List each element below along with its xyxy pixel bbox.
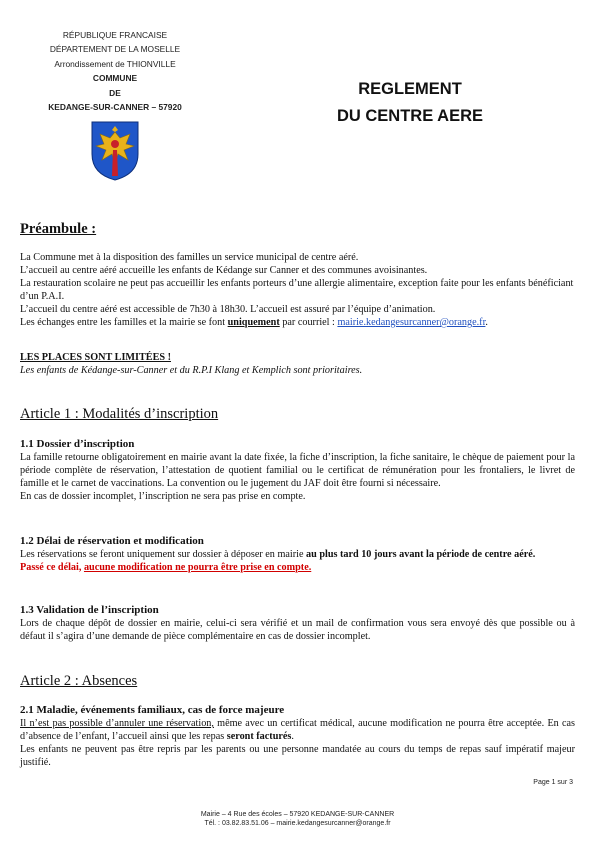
letterhead-arrondissement: Arrondissement de THIONVILLE (54, 58, 176, 69)
letterhead-commune: COMMUNE (92, 73, 138, 84)
section-1-2-p1 (20, 548, 575, 561)
letterhead-town: KEDANGE-SUR-CANNER – 57920 (48, 102, 182, 113)
heading-preambule: Préambule : (20, 221, 97, 237)
preambule-p5-text-a: Les échanges entre les familles et la mairie se font (20, 317, 228, 328)
section-1-2-warning (20, 561, 575, 574)
coat-of-arms-icon (90, 120, 140, 182)
footer (0, 810, 595, 828)
preambule-p3: La restauration scolaire ne peut pas accueillir les enfants porteurs d’une allergie alimentaire, exception faite pour les enfants bénéficiant d’un P.A.I. (20, 278, 574, 302)
document-title-line2: DU CENTRE AERE (336, 107, 484, 125)
places-limitees: LES PLACES SONT LIMITÉES ! (20, 352, 171, 363)
section-1-1-body (20, 451, 575, 503)
section-1-1-title: 1.1 Dossier d’inscription (20, 438, 135, 450)
section-2-1-p1 (20, 717, 575, 743)
preambule-p4: L’accueil du centre aéré est accessible de 7h30 à 18h30. L’accueil est assuré par l’équipe d’animation. (20, 304, 436, 315)
section-1-2-title: 1.2 Délai de réservation et modification (20, 535, 204, 547)
footer-contact: Tél. : 03.82.83.51.06 – mairie.kedangesurcanner@orange.fr (204, 820, 391, 827)
preambule-body (20, 251, 575, 329)
document-title-line1: REGLEMENT (358, 80, 462, 98)
preambule-p5-uniquement: uniquement (227, 317, 280, 328)
heading-article-2: Article 2 : Absences (20, 673, 138, 689)
section-1-3-p1: Lors de chaque dépôt de dossier en mairie, celui-ci sera vérifié et un mail de confirmation vous sera envoyé dès que possible ou à défaut il s’agira d’une demande de pièce complémentaire en cas de dossier incomplet. (20, 618, 575, 642)
section-1-2-deadline: au plus tard 10 jours avant la période de centre aéré. (306, 549, 536, 560)
section-1-1-p2: En cas de dossier incomplet, l’inscription ne sera pas prise en compte. (20, 491, 306, 502)
section-1-3-body (20, 617, 575, 643)
preambule-p1: La Commune met à la disposition des familles un service municipal de centre aéré. (20, 252, 359, 263)
section-2-1-factures: seront facturés (226, 731, 292, 742)
section-1-1-p1: La famille retourne obligatoirement en mairie avant la date fixée, la fiche d’inscription, la fiche sanitaire, le chèque de paiement pour la période complète de réservation, l’attestation de quotient familial ou le certificat de rémunération pour les frontaliers, le livret de famille et le carnet de vaccinations. La convention ou le jugement du JAF doit être fourni si nécessaire. (20, 452, 575, 489)
section-1-2-warning-b: aucune modification ne pourra être prise en compte. (83, 562, 312, 573)
mairie-email-link[interactable]: mairie.kedangesurcanner@orange.fr (337, 317, 486, 328)
section-1-2-body (20, 548, 575, 574)
section-1-2-warning-a: Passé ce délai, (20, 562, 84, 573)
letterhead-de: DE (109, 87, 121, 98)
section-2-1-title: 2.1 Maladie, événements familiaux, cas de force majeure (20, 704, 285, 716)
preambule-p2: L’accueil au centre aéré accueille les enfants de Kédange sur Canner et des communes avoisinantes. (20, 265, 428, 276)
section-2-1-body (20, 717, 575, 769)
preambule-p5 (20, 316, 575, 329)
section-2-1-p1-end: . (291, 731, 294, 742)
section-2-1-p1-text: même avec un certificat médical, aucune modification ne pourra être acceptée. En cas d’absence de l’enfant, l’accueil ainsi que les repas (20, 718, 575, 742)
page-number: Page 1 sur 3 (533, 779, 573, 786)
section-2-1-p2: Les enfants ne peuvent pas être repris par les parents ou une personne mandatée au cours du temps de repas sauf impératif majeur justifié. (20, 744, 575, 768)
preambule-p5-text-c: par courriel : (279, 317, 338, 328)
letterhead-republique: RÉPUBLIQUE FRANCAISE (62, 30, 168, 40)
prioritaires-note: Les enfants de Kédange-sur-Canner et du R.P.I Klang et Kemplich sont prioritaires. (20, 365, 363, 376)
letterhead-departement: DÉPARTEMENT DE LA MOSELLE (49, 44, 181, 55)
letterhead (20, 28, 210, 114)
preambule-p5-text-d: . (485, 317, 488, 328)
document-title (300, 76, 520, 130)
heading-article-1: Article 1 : Modalités d’inscription (20, 406, 219, 422)
section-1-3-title: 1.3 Validation de l’inscription (20, 604, 159, 616)
footer-address: Mairie – 4 Rue des écoles – 57920 KEDANGE-SUR-CANNER (200, 811, 395, 818)
section-2-1-no-cancel: Il n’est pas possible d’annuler une réservation, (20, 718, 214, 729)
section-1-2-p1-text: Les réservations se feront uniquement sur dossier à déposer en mairie (20, 549, 307, 560)
